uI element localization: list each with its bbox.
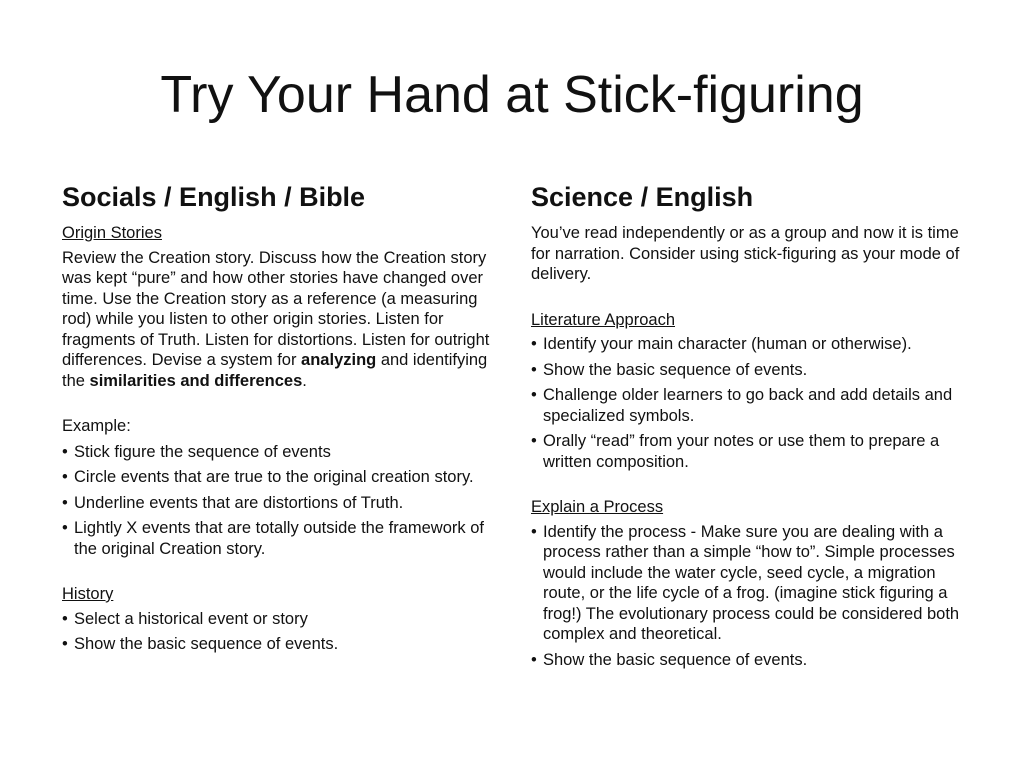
list-item: • Show the basic sequence of events.	[531, 650, 961, 671]
origin-text-part: Review the Creation story. Discuss how the Creation story was kept “pure” and how other stories have changed over time. Use the Creation story as a reference (a measuring rod) while you listen to other origin stories. Listen for fragments of Truth. Listen for distortions. Listen for outright differences. Devise a system for	[62, 248, 490, 369]
list-item: • Select a historical event or story	[62, 609, 492, 630]
spacer	[62, 396, 492, 416]
left-column-heading: Socials / English / Bible	[62, 182, 366, 212]
list-item: • Stick figure the sequence of events	[62, 442, 492, 463]
spacer	[531, 477, 961, 497]
origin-text-part: .	[302, 371, 307, 390]
spacer	[62, 564, 492, 584]
history-list	[62, 609, 492, 655]
narration-intro: You’ve read independently or as a group and now it is time for narration. Consider using stick-figuring as your mode of delivery.	[531, 224, 960, 283]
literature-approach-label: Literature Approach	[531, 310, 676, 329]
right-column	[531, 180, 961, 675]
right-column-heading: Science / English	[531, 182, 754, 212]
left-column	[62, 180, 492, 660]
list-item: • Lightly X events that are totally outside the framework of the original Creation story.	[62, 518, 492, 559]
list-item: • Challenge older learners to go back and add details and specialized symbols.	[531, 385, 961, 426]
origin-stories-text	[62, 248, 492, 392]
list-item: • Identify the process - Make sure you are dealing with a process rather than a simple “how to”. Simple processes would include the water cycle, seed cycle, a migration route, or the life cycle of a frog. (imagine stick figuring a frog!) The evolutionary process could be considered both complex and theoretical.	[531, 522, 961, 645]
list-item: • Circle events that are true to the original creation story.	[62, 467, 492, 488]
list-item: • Orally “read” from your notes or use them to prepare a written composition.	[531, 431, 961, 472]
list-item: • Show the basic sequence of events.	[531, 360, 961, 381]
list-item: • Identify your main character (human or otherwise).	[531, 334, 961, 355]
origin-text-part: and identifying the	[62, 351, 488, 390]
list-item: • Show the basic sequence of events.	[62, 634, 492, 655]
literature-list	[531, 334, 961, 472]
example-label: Example:	[62, 417, 131, 435]
origin-stories-label: Origin Stories	[62, 224, 162, 242]
slide-title: Try Your Hand at Stick-figuring	[160, 66, 864, 124]
process-list	[531, 522, 961, 671]
example-list	[62, 442, 492, 560]
list-item: • Underline events that are distortions of Truth.	[62, 493, 492, 514]
origin-bold-similarities: similarities and differences	[89, 371, 303, 390]
spacer	[531, 290, 961, 310]
explain-process-label: Explain a Process	[531, 498, 664, 516]
origin-bold-analyzing: analyzing	[301, 351, 377, 369]
history-label: History	[62, 585, 114, 603]
